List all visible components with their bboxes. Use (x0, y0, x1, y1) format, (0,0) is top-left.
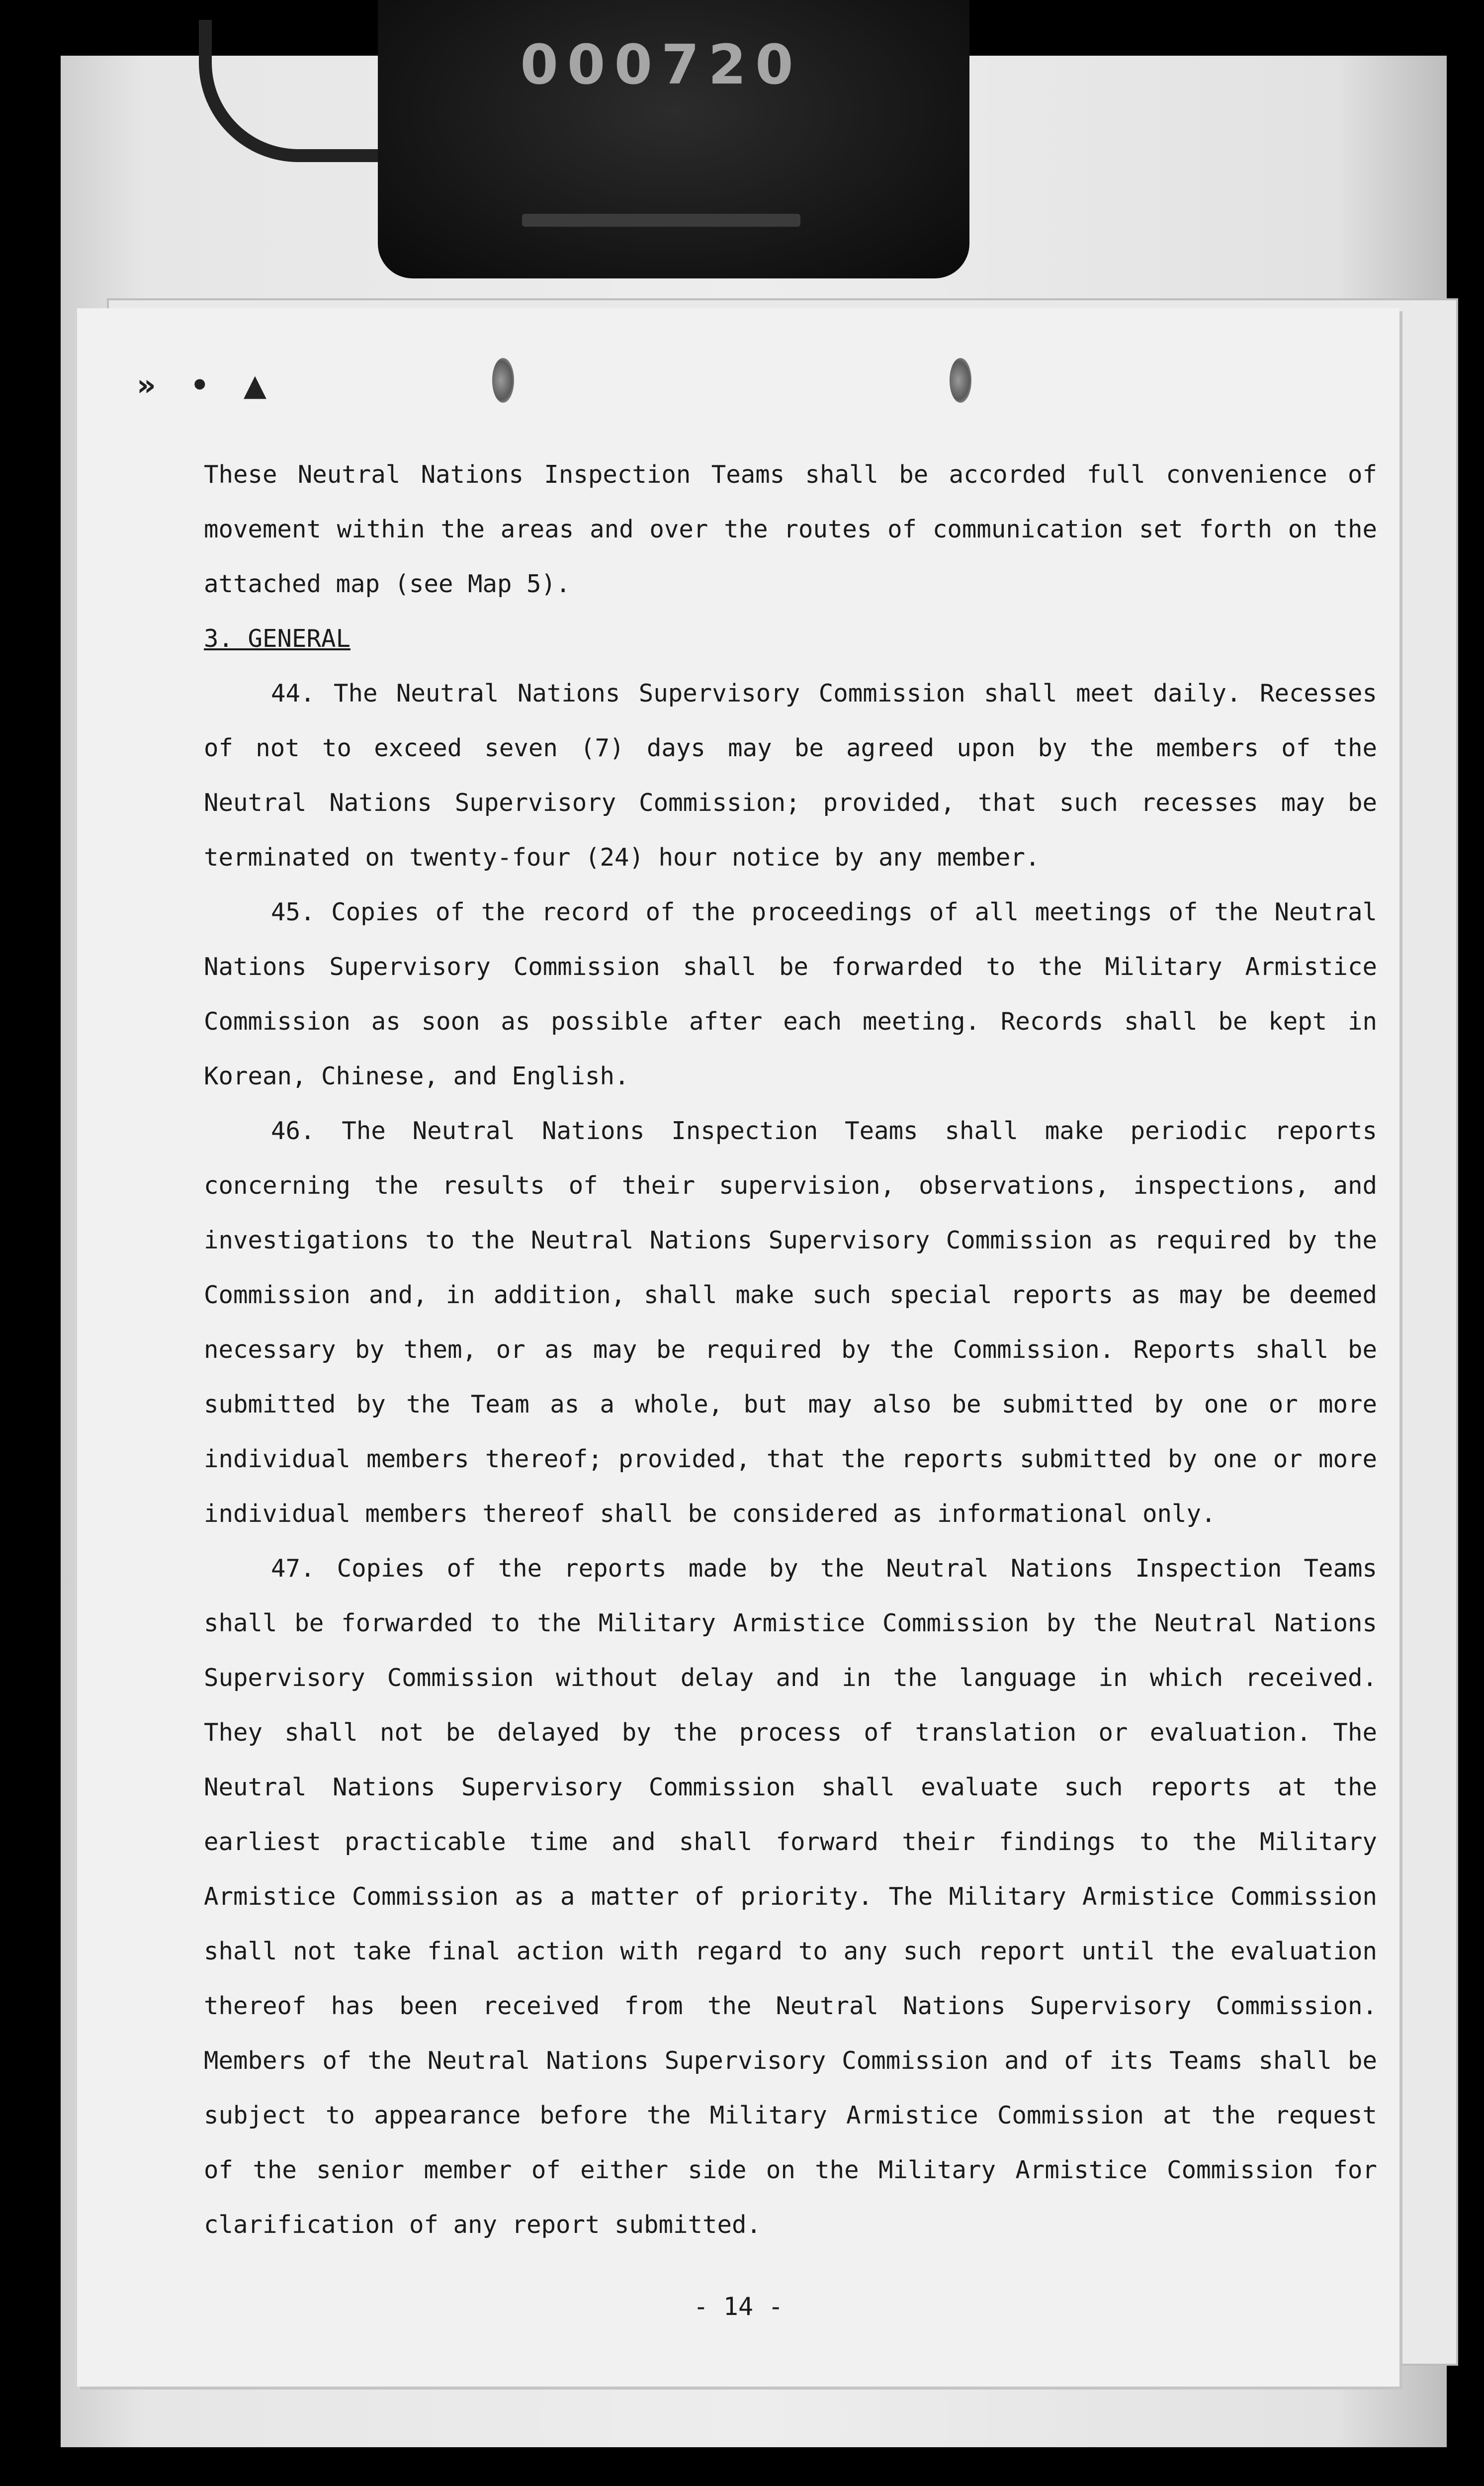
paragraph-45 (204, 885, 1377, 1104)
paragraph-47 (204, 1541, 1377, 2252)
paragraph-number: 47. (271, 1554, 315, 1583)
paragraph-text: Copies of the reports made by the Neutral Nations Inspection Teams shall be forwarded to the Military Armistice Commission by the Neutral Nations Supervisory Commission without delay and in the language in which received. They shall not be delayed by the process of translation or evaluation. The Neutral Nations Supervisory Commission shall evaluate such reports at the earliest practicable time and shall forward their findings to the Military Armistice Commission as a matter of priority. The Military Armistice Commission shall not take final action with regard to any such report until the evaluation thereof has been received from the Neutral Nations Supervisory Commission. Members of the Neutral Nations Supervisory Commission and of its Teams shall be subject to appearance before the Military Armistice Commission at the request of the senior member of either side on the Military Armistice Commission for clarification of any report submitted. (204, 1554, 1377, 2239)
stray-marks: » • ▲ (137, 368, 279, 403)
paragraph-number: 45. (271, 898, 315, 926)
punch-hole-left (492, 358, 514, 403)
paragraph-number: 46. (271, 1117, 315, 1145)
paragraph-text: Copies of the record of the proceedings of all meetings of the Neutral Nations Supervisory Commission shall be forwarded to the Military Armistice Commission as soon as possible after each meeting. Records shall be kept in Korean, Chinese, and English. (204, 898, 1377, 1090)
paragraph-46 (204, 1104, 1377, 1541)
punch-hole-right (950, 358, 971, 403)
body-text (204, 447, 1377, 2252)
document-page (77, 308, 1399, 2387)
paragraph-text: The Neutral Nations Inspection Teams shall make periodic reports concerning the results of their supervision, observations, inspections, and investigations to the Neutral Nations Supervisory Commission as required by the Commission and, in addition, shall make such special reports as may be deemed necessary by them, or as may be required by the Commission. Reports shall be submitted by the Team as a whole, but may also be submitted by one or more individual members thereof; provided, that the reports submitted by one or more individual members thereof shall be considered as informational only. (204, 1117, 1377, 1528)
section-heading: 3. GENERAL (204, 624, 351, 653)
frame-counter-digits: 000720 (520, 33, 802, 96)
page-number: - 14 - (693, 2292, 784, 2321)
paragraph-text: The Neutral Nations Supervisory Commission shall meet daily. Recesses of not to exceed seven (7) days may be agreed upon by the members of the Neutral Nations Supervisory Commission; provided, that such recesses may be terminated on twenty-four (24) hour notice by any member. (204, 679, 1377, 872)
frame-counter-slot (522, 214, 800, 227)
opening-paragraph: These Neutral Nations Inspection Teams shall be accorded full convenience of movement within the areas and over the routes of communication set forth on the attached map (see Map 5). (204, 460, 1377, 598)
paragraph-44 (204, 666, 1377, 885)
paragraph-number: 44. (271, 679, 315, 708)
